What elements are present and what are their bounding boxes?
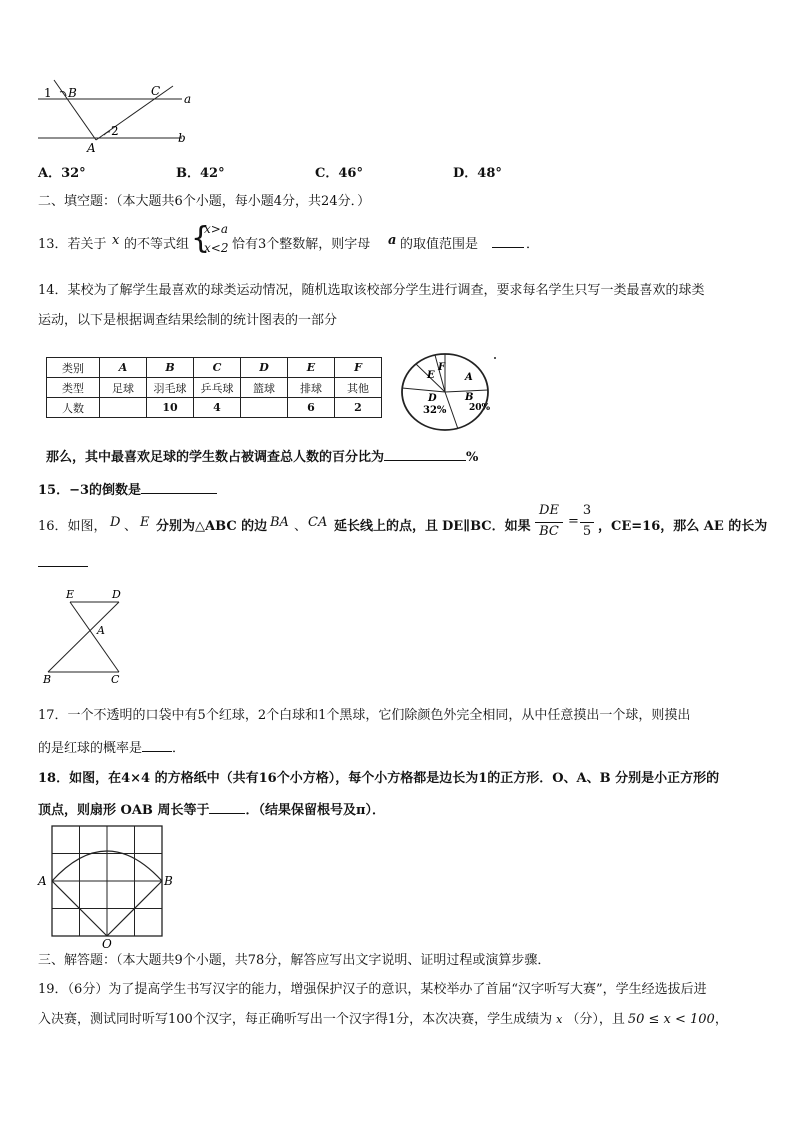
q16-cond: DE∥BC．如果	[442, 519, 531, 534]
q18-fig-B: B	[164, 874, 173, 888]
q16-eq: =	[568, 514, 579, 529]
q13-tail: ．	[526, 237, 540, 252]
q13-var-a: a	[388, 233, 397, 248]
table-cell: 人数	[47, 398, 100, 418]
q12-label-A: A	[87, 141, 96, 155]
q19-line-2-tail: ，	[714, 1012, 728, 1027]
q16-fig-D: D	[112, 588, 121, 601]
section3-heading: 三、解答题：（本大题共9个小题，共78分，解答应写出文字说明、证明过程或演算步骤．	[38, 953, 551, 968]
table-cell: 6	[288, 398, 335, 418]
table-cell: 类型	[47, 378, 100, 398]
q13-end: 的取值范围是	[400, 237, 479, 252]
table-cell: 羽毛球	[147, 378, 194, 398]
q16-fig-A: A	[97, 624, 105, 637]
q18-line-1: 18．如图，在4×4 的方格纸中（共有16个小方格），每个小方格都是边长为1的正方形．O、A、B 分别是小正方形的	[38, 771, 720, 786]
table-cell: A	[100, 358, 147, 378]
q16-answer-blank	[38, 554, 88, 567]
q19-line-2-mid: （分），且	[566, 1012, 625, 1027]
q15-question	[38, 481, 217, 499]
table-cell: 篮球	[241, 378, 288, 398]
q12-option-c: C．46°	[315, 166, 363, 181]
table-cell	[100, 398, 147, 418]
table-cell	[241, 398, 288, 418]
q16-fig-B: B	[43, 673, 52, 686]
q16-mid2: 延长线上的点，且	[334, 519, 439, 534]
q12-label-b: b	[178, 131, 186, 145]
q18-fig-A: A	[38, 874, 47, 888]
q16-after: ，CE=16，那么 AE 的长为	[598, 519, 768, 534]
q16-val-den: 5	[582, 524, 592, 539]
q13-suffix: 恰有3个整数解，则字母	[232, 237, 371, 252]
q15-text: 15．−3的倒数是	[38, 483, 142, 498]
q16-fig-E: E	[66, 588, 75, 601]
q19-range: 50 ≤ x < 100	[627, 1012, 715, 1027]
q16-triangle-figure	[38, 586, 138, 686]
table-row	[47, 358, 382, 378]
q16-val-num: 3	[582, 503, 592, 518]
q15-answer-blank	[141, 481, 217, 494]
q16-CA: CA	[308, 515, 328, 530]
q14-line-1: 14．某校为了解学生最喜欢的球类运动情况，随机选取该校部分学生进行调查，要求每名学生只写一类最喜欢的球类	[38, 283, 705, 298]
q13-ineq-2: x<2	[204, 241, 229, 255]
q14-question	[46, 448, 478, 466]
q19-var-x: x	[556, 1013, 563, 1026]
q12-label-2: 2	[111, 124, 119, 138]
q18-grid-figure	[34, 822, 184, 950]
q18-answer-blank	[209, 801, 245, 814]
q14-question-prefix: 那么，其中最喜欢足球的学生数占被调查总人数的百分比为	[46, 450, 385, 465]
q19-line-2-prefix: 入决赛，测试同时听写100个汉字，每正确听写出一个汉字得1分，本次决赛，学生成绩为	[38, 1012, 553, 1027]
table-cell: 乒乓球	[194, 378, 241, 398]
q18-fig-O: O	[102, 937, 112, 950]
q13-mid: 的不等式组	[124, 237, 190, 252]
q14-line-2: 运动，以下是根据调查结果绘制的统计图表的一部分	[38, 313, 338, 328]
q16-frac-num: DE	[539, 503, 559, 518]
table-cell: 类别	[47, 358, 100, 378]
q16-fig-C: C	[111, 673, 120, 686]
q17-tail: ．	[172, 741, 186, 756]
q12-label-a: a	[184, 92, 192, 106]
table-cell: 排球	[288, 378, 335, 398]
table-cell: 其他	[335, 378, 382, 398]
q13-prefix: 13．若关于	[38, 237, 107, 252]
q12-label-1: 1	[44, 86, 52, 100]
pie-label-D-pct: 32%	[423, 405, 447, 416]
table-cell: 10	[147, 398, 194, 418]
table-cell: 2	[335, 398, 382, 418]
table-cell: D	[241, 358, 288, 378]
q16-mid1: 分别为△ABC 的边	[156, 519, 268, 534]
q19-line-1: 19．（6分）为了提高学生书写汉字的能力，增强保护汉子的意识，某校举办了首届“汉字听写大赛”，学生经选拔后进	[38, 982, 707, 997]
q19-line-2	[38, 1012, 728, 1028]
q18-line-2	[38, 801, 385, 819]
q16-D: D	[110, 515, 121, 530]
q12-option-d: D．48°	[453, 166, 502, 181]
q14-question-suffix: %	[466, 450, 479, 465]
q17-answer-blank	[142, 739, 172, 752]
q18-line-2-suffix: ．（结果保留根号及π）．	[245, 803, 385, 818]
table-row	[47, 398, 382, 418]
q17-line-2	[38, 739, 185, 757]
q14-stat-table	[46, 357, 382, 418]
q13-answer-blank	[492, 233, 524, 248]
q12-option-b: B．42°	[176, 166, 225, 181]
q17-line-1: 17．一个不透明的口袋中有5个红球，2个白球和1个黑球，它们除颜色外完全相同，从中任意摸出一个球，则摸出	[38, 708, 691, 723]
table-cell: F	[335, 358, 382, 378]
q12-parallel-lines-figure	[30, 78, 200, 158]
pie-label-D: D	[428, 393, 437, 404]
q16-sep1: 、	[124, 519, 138, 534]
q16-question	[38, 503, 778, 543]
pie-label-E: E	[427, 370, 435, 381]
pie-label-B-pct: 20%	[469, 403, 491, 413]
pie-label-A: A	[465, 372, 473, 383]
table-cell: E	[288, 358, 335, 378]
q16-sep2: 、	[294, 519, 308, 534]
table-cell: 4	[194, 398, 241, 418]
q14-answer-blank	[384, 448, 466, 461]
q18-line-2-prefix: 顶点，则扇形 OAB 周长等于	[38, 803, 210, 818]
q13-var-x: x	[112, 233, 120, 248]
pie-label-F: F	[438, 362, 446, 373]
q13-ineq-1: x>a	[204, 222, 228, 236]
q13-brace: {	[191, 221, 211, 256]
table-cell: B	[147, 358, 194, 378]
table-row	[47, 378, 382, 398]
q12-label-C: C	[151, 84, 161, 98]
q12-option-a: A．32°	[38, 166, 86, 181]
table-cell: C	[194, 358, 241, 378]
q16-frac-den: BC	[539, 524, 559, 539]
q12-label-B: B	[68, 86, 77, 100]
q16-prefix: 16．如图，	[38, 519, 107, 534]
table-cell: 足球	[100, 378, 147, 398]
pie-label-B: B	[465, 392, 474, 403]
q17-line-2-text: 的是红球的概率是	[38, 741, 143, 756]
q16-BA: BA	[270, 515, 289, 530]
q14-pie-figure	[398, 350, 502, 434]
section2-heading: 二、填空题：（本大题共6个小题，每小题4分，共24分．）	[38, 194, 371, 209]
q16-E: E	[140, 515, 150, 530]
